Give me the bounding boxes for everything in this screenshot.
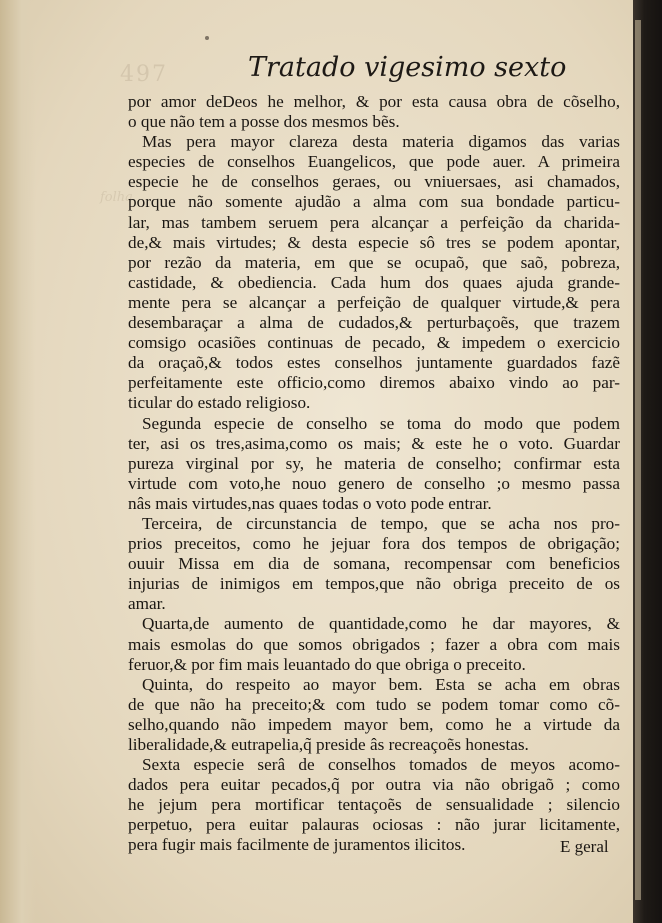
paper-blemish [205,36,209,40]
text-line: desembaraçar a alma de cudados,& perturbaçoẽs, que trazem [128,313,620,333]
text-line: perfeitamente este officio,como diremos abaixo vindo ao par- [128,373,620,393]
text-line: ticular do estado religioso. [128,393,311,413]
text-line: virtude com voto,he nouo genero de conselho ;o mesmo passa [128,473,620,493]
text-line: nâs mais virtudes,nas quaes todas o voto pode entrar. [128,493,492,513]
text-line: selho,quando não impedem mayor bem, como he a virtude da [128,714,620,734]
text-line: liberalidade,& eutrapelia,q̃ preside âs recreaçoẽs honestas. [128,735,529,754]
paragraph-terceira [128,514,620,614]
text-line: mente pera se alcançar a perfeição de qualquer virtude,& pera [128,292,620,312]
text-line: por amor deDeos he melhor, & por esta causa obra de cõselho, [128,92,620,111]
show-through-page-number: 497 [120,62,168,87]
text-line: amar. [128,594,166,614]
text-line: porque não somente ajudão a alma com sua bondade particu- [128,192,620,212]
paragraph-continuation [128,92,620,132]
text-line: Quarta,de aumento de quantidade,como he dar mayores, & [142,614,620,634]
text-line: Mas pera mayor clareza desta materia digamos das varias [142,132,620,152]
text-line: comsigo ocasiões continuas de pecado, & impedem o exercicio [128,333,620,353]
book-edge-shadow [633,0,662,923]
text-line: Quinta, do respeito ao mayor bem. Esta se acha em obras [142,674,620,694]
text-line: mais esmolas do que somos obrigados ; fazer a obra com mais [128,634,620,654]
page-gutter [0,0,36,923]
next-page-edge [635,20,641,900]
text-line: o que não tem a posse dos mesmos bẽs. [128,112,400,132]
body-text [128,92,620,856]
text-line: de que não ha preceito;& com tudo se podem tomar como cõ- [128,694,620,714]
show-through-margin-note: folha [100,190,133,205]
text-line: pureza virginal por sy, he materia de conselho; confirmar esta [128,453,620,473]
text-line: pera fugir mais facilmente de juramentos ilicitos. [128,835,466,855]
text-line: feruor,& por fim mais leuantado do que obriga o preceito. [128,654,526,674]
text-line: ouuir Missa em dia de somana, recompensar com beneficios [128,554,620,574]
text-line: da oraçaõ,& todos estes conselhos juntamente guardados fazẽ [128,353,620,373]
text-line: he jejum pera mortificar tentaçoẽs de sensualidade ; silencio [128,795,620,815]
paragraph-quinta [128,675,620,755]
text-line: perpetuo, pera euitar palauras ociosas : não jurar licitamente, [128,815,620,835]
text-line: Sexta especie serâ de conselhos tomados de meyos acomo- [142,755,620,775]
catchword: E geral [560,837,609,856]
paragraph-quarta [128,614,620,674]
running-title: Tratado vigesimo sexto [248,52,567,83]
text-line: Segunda especie de conselho se toma do modo que podem [142,413,620,433]
text-line: castidade, & obediencia. Cada hum dos quaes ajuda grande- [128,272,620,292]
text-line: lar, mas tambem seruem pera alcançar a perfeição da charida- [128,212,620,232]
text-line: prios preceitos, como he jejuar fora dos tempos de obrigação; [128,534,620,554]
paragraph-sexta [128,755,620,855]
text-line: dados pera euitar pecados,q̃ por outra via não obrigaõ ; como [128,775,620,795]
paragraph-segunda [128,414,620,514]
text-line: ter, asi os tres,asima,como os mais; & este he o voto. Guardar [128,433,620,453]
text-line: injurias de inimigos em tempos,que não obriga preceito de os [128,574,620,594]
text-line: de,& mais virtudes; & desta especie sô tres se podem apontar, [128,232,620,252]
text-line: especie he de conselhos geraes, ou vniuersaes, asi chamados, [128,172,620,192]
text-line: especies de conselhos Euangelicos, que pode auer. A primeira [128,152,620,172]
paragraph-intro [128,132,620,413]
text-line: Terceira, de circunstancia de tempo, que se acha nos pro- [142,513,620,533]
text-line: por rezão da materia, em que se ocupaõ, que saõ, pobreza, [128,252,620,272]
